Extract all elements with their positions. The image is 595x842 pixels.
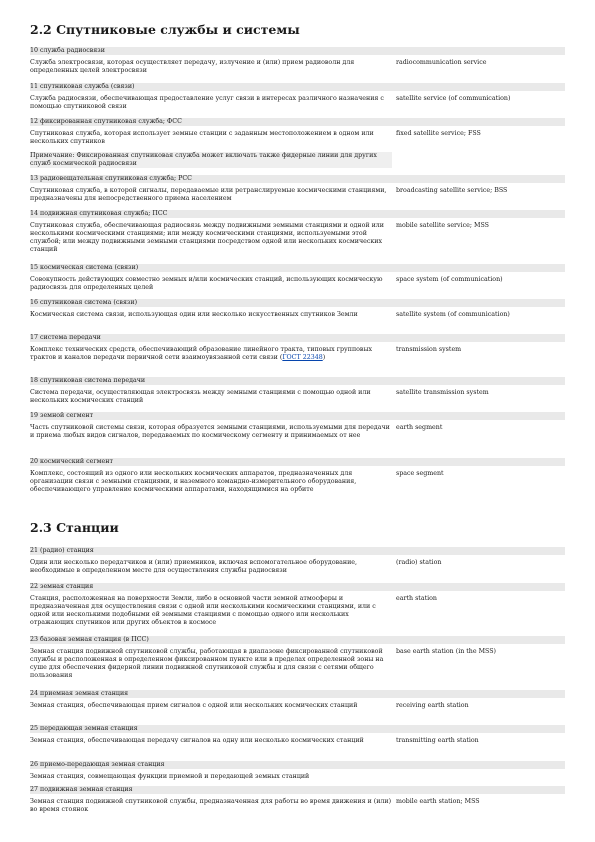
- term-heading: 11 спутниковая служба (связи): [30, 83, 565, 91]
- term-heading: 18 спутниковая система передачи: [30, 377, 565, 385]
- term-heading: 23 базовая земная станция (в ПСС): [30, 636, 565, 644]
- term-english: base earth station (in the MSS): [396, 648, 496, 655]
- term-heading: 25 передающая земная станция: [30, 725, 565, 733]
- term-definition: Служба электросвязи, которая осуществляет передачу, излучение и (или) прием радиоволн для определенных целей электросвязи: [30, 59, 355, 75]
- term-english: transmission system: [396, 346, 462, 353]
- term-definition: Часть спутниковой системы связи, которая образуется земными станциями, используемыми для передачи и приема любых видов сигналов, передаваемых по космическому сегменту и принимаемых от нее: [30, 424, 390, 440]
- term-definition: Спутниковая служба, обеспечивающая радиосвязь между подвижными земными станциями и одной или несколькими космическими станциями; или между космическими станциями, используемыми этой службой; или между подвижными земными станциями посредством одной или нескольких космических станций: [30, 222, 385, 254]
- term-definition: Комплекс, состоящий из одного или нескольких космических аппаратов, предназначенных для организации связи с земными станциями, и наземного командно-измерительного оборудования, обеспечивающего управление космическими аппаратами, находящимися на орбите: [30, 470, 357, 494]
- term-heading: 13 радиовещательная спутниковая служба; РСС: [30, 175, 565, 183]
- term-english: satellite system (of communication): [396, 311, 510, 318]
- term-definition: Земная станция подвижной спутниковой службы, работающая в диапазоне фиксированной спутниковой службы и расположенная в определенном фиксированном пункте или в пределах определенной зоны на суше для обеспечения фидерной линии подвижной спутниковой службы и для связи с сетями общего пользования: [30, 648, 384, 680]
- term-definition: Система передачи, осуществляющая электросвязь между земными станциями с помощью одной или нескольких космических станций: [30, 389, 371, 405]
- term-definition: Земная станция подвижной спутниковой службы, предназначенная для работы во время движения и (или) во время стоянок: [30, 798, 392, 814]
- term-english: earth segment: [396, 424, 443, 431]
- term-english: satellite service (of communication): [396, 95, 511, 102]
- section-heading: 2.3 Станции: [30, 520, 119, 535]
- term-definition: Совокупность действующих совместно земных и/или космических станций, использующих космическую радиосвязь для определенных целей: [30, 276, 383, 292]
- definition-text-end: ): [322, 354, 326, 362]
- term-definition: Земная станция, обеспечивающая прием сигналов с одной или нескольких космических станций: [30, 702, 358, 709]
- term-heading: 14 подвижная спутниковая служба; ПСС: [30, 210, 565, 218]
- term-english: earth station: [396, 595, 437, 602]
- definition-text: Комплекс технических средств, обеспечивающий образование линейного тракта, типовых групповых трактов и каналов передачи первичной сети взаимоувязанной сети связи (: [30, 346, 373, 362]
- term-definition: Служба радиосвязи, обеспечивающая предоставление услуг связи в интересах различного назначения с помощью спутниковой связи: [30, 95, 384, 111]
- term-english: satellite transmission system: [396, 389, 489, 396]
- term-heading: 21 (радио) станция: [30, 547, 565, 555]
- term-definition: Спутниковая служба, которая использует земные станции с заданным местоположением в одном или нескольких спутников: [30, 130, 374, 146]
- term-english: space system (of communication): [396, 276, 503, 283]
- term-definition: [30, 346, 392, 362]
- term-heading: 19 земной сегмент: [30, 412, 565, 420]
- term-english: radiocommunication service: [396, 59, 487, 66]
- term-english: mobile earth station; MSS: [396, 798, 480, 805]
- term-english: receiving earth station: [396, 702, 469, 709]
- term-definition: Спутниковая служба, в которой сигналы, передаваемые или ретранслируемые космическими станциями, предназначены для непосредственного приема населением: [30, 187, 387, 203]
- term-definition: Космическая система связи, использующая один или несколько искусственных спутников Земли: [30, 311, 358, 318]
- term-heading: 20 космический сегмент: [30, 458, 565, 466]
- term-heading: 27 подвижная земная станция: [30, 786, 565, 794]
- section-heading: 2.2 Спутниковые службы и системы: [30, 22, 300, 37]
- term-english: broadcasting satellite service; BSS: [396, 187, 508, 194]
- gost-reference-link[interactable]: ГОСТ 22348: [282, 354, 323, 362]
- term-heading: 12 фиксированная спутниковая служба; ФСС: [30, 118, 565, 126]
- term-definition: Станция, расположенная на поверхности Земли, либо в основной части земной атмосферы и предназначенная для осуществления связи с одной или несколькими космическими станциями, или с одной или несколькими подобными ей земными станциями с помощью одного или нескольких отражающих спутников или других объектов в космосе: [30, 595, 376, 627]
- term-heading: 16 спутниковая система (связи): [30, 299, 565, 307]
- term-definition: Один или несколько передатчиков и (или) приемников, включая вспомогательное оборудование, необходимые в определенном месте для осуществления службы радиосвязи: [30, 559, 358, 575]
- term-heading: 17 система передачи: [30, 334, 565, 342]
- term-heading: 22 земная станция: [30, 583, 565, 591]
- term-heading: 15 космическая система (связи): [30, 264, 565, 272]
- term-english: transmitting earth station: [396, 737, 479, 744]
- term-english: mobile satellite service; MSS: [396, 222, 489, 229]
- term-heading: 10 служба радиосвязи: [30, 47, 565, 55]
- term-heading: 24 приемная земная станция: [30, 690, 565, 698]
- term-note: Примечание: Фиксированная спутниковая служба может включать также фидерные линии для других служб космической радиосвязи: [30, 152, 392, 168]
- term-definition: Земная станция, обеспечивающая передачу сигналов на одну или несколько космических станций: [30, 737, 364, 744]
- term-definition: Земная станция, совмещающая функции приемной и передающей земных станций: [30, 773, 310, 780]
- term-english: space segment: [396, 470, 444, 477]
- term-heading: 26 приемо-передающая земная станция: [30, 761, 565, 769]
- term-english: fixed satellite service; FSS: [396, 130, 481, 137]
- term-english: (radio) station: [396, 559, 442, 566]
